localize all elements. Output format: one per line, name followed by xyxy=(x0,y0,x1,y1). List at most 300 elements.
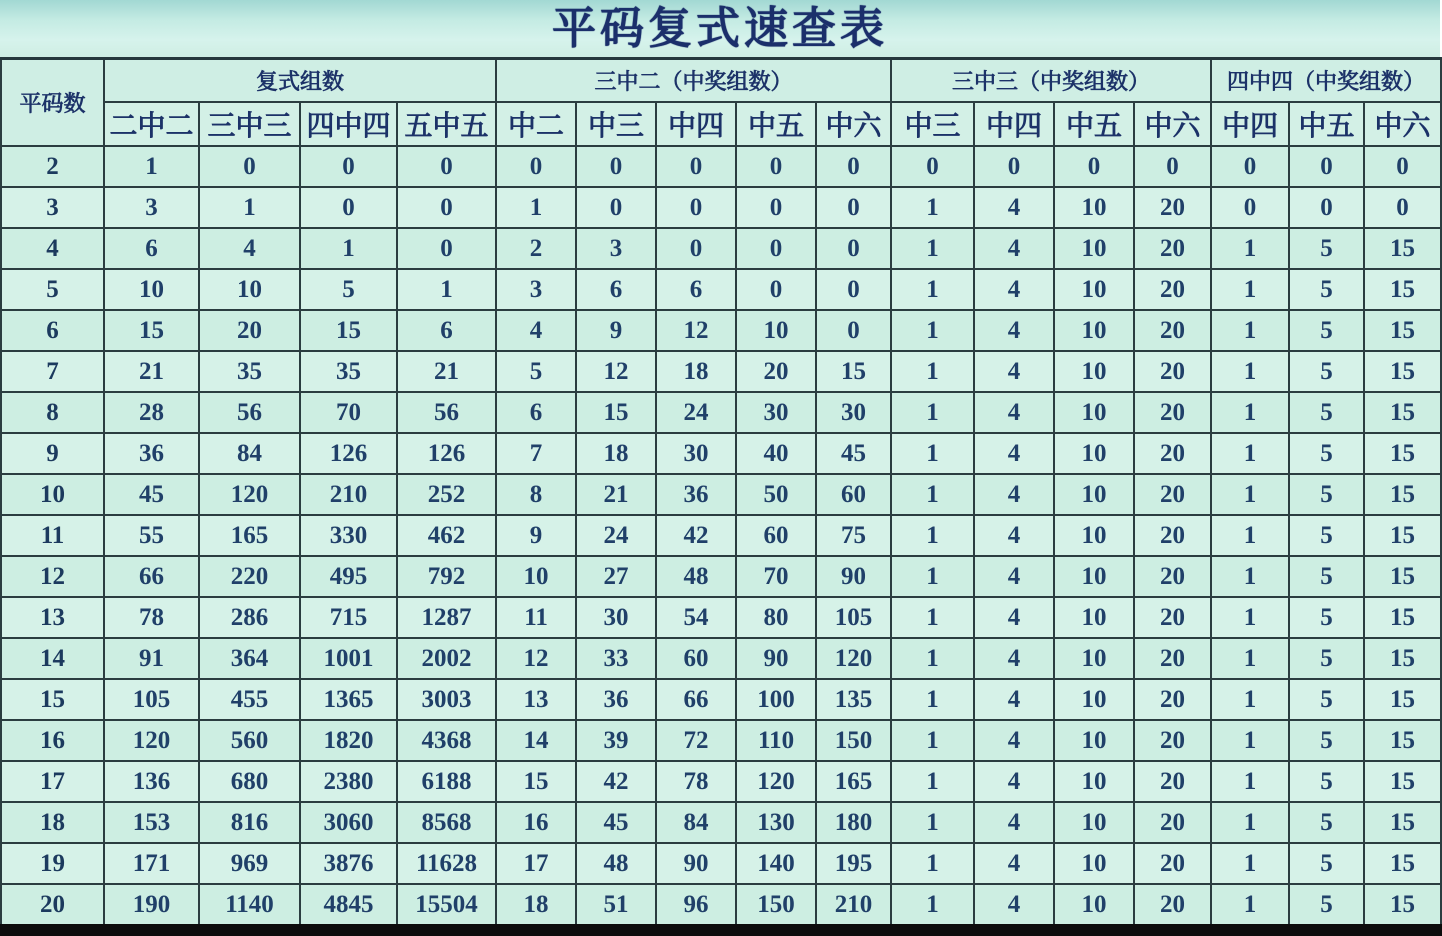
cell: 15 xyxy=(1364,761,1441,802)
cell: 12 xyxy=(576,351,656,392)
cell: 20 xyxy=(1134,884,1211,930)
cell: 40 xyxy=(736,433,816,474)
cell: 1 xyxy=(1211,720,1289,761)
cell: 1 xyxy=(891,556,974,597)
cell: 5 xyxy=(1289,433,1364,474)
cell: 5 xyxy=(1289,843,1364,884)
table-row xyxy=(1,269,1441,310)
cell: 45 xyxy=(576,802,656,843)
cell: 24 xyxy=(576,515,656,556)
cell: 150 xyxy=(736,884,816,930)
cell: 1287 xyxy=(397,597,496,638)
cell: 14 xyxy=(496,720,576,761)
table-row xyxy=(1,351,1441,392)
cell: 3 xyxy=(576,228,656,269)
cell: 0 xyxy=(656,146,736,187)
cell: 4 xyxy=(974,310,1054,351)
table-row xyxy=(1,146,1441,187)
cell: 8 xyxy=(496,474,576,515)
row-header-value: 8 xyxy=(1,392,104,433)
cell: 24 xyxy=(656,392,736,433)
cell: 20 xyxy=(1134,679,1211,720)
cell: 10 xyxy=(104,269,199,310)
cell: 33 xyxy=(576,638,656,679)
cell: 5 xyxy=(1289,474,1364,515)
cell: 0 xyxy=(816,187,891,228)
cell: 130 xyxy=(736,802,816,843)
cell: 3876 xyxy=(300,843,397,884)
cell: 21 xyxy=(104,351,199,392)
row-header-value: 3 xyxy=(1,187,104,228)
cell: 0 xyxy=(656,228,736,269)
cell: 20 xyxy=(1134,474,1211,515)
cell: 75 xyxy=(816,515,891,556)
cell: 20 xyxy=(1134,638,1211,679)
cell: 4 xyxy=(974,761,1054,802)
cell: 0 xyxy=(816,269,891,310)
cell: 4 xyxy=(974,187,1054,228)
cell: 56 xyxy=(199,392,300,433)
cell: 1 xyxy=(891,884,974,930)
cell: 165 xyxy=(816,761,891,802)
cell: 9 xyxy=(576,310,656,351)
cell: 5 xyxy=(1289,392,1364,433)
column-header: 中五 xyxy=(736,102,816,146)
title-band xyxy=(0,0,1440,57)
cell: 330 xyxy=(300,515,397,556)
cell: 60 xyxy=(656,638,736,679)
cell: 15 xyxy=(496,761,576,802)
cell: 0 xyxy=(736,269,816,310)
cell: 0 xyxy=(1211,187,1289,228)
cell: 10 xyxy=(1054,187,1134,228)
cell: 210 xyxy=(816,884,891,930)
cell: 1 xyxy=(891,802,974,843)
table-row xyxy=(1,679,1441,720)
cell: 0 xyxy=(736,228,816,269)
table-body xyxy=(1,146,1441,930)
cell: 153 xyxy=(104,802,199,843)
cell: 78 xyxy=(104,597,199,638)
cell: 4 xyxy=(974,228,1054,269)
cell: 0 xyxy=(736,187,816,228)
cell: 5 xyxy=(1289,228,1364,269)
cell: 15 xyxy=(1364,351,1441,392)
cell: 10 xyxy=(1054,720,1134,761)
cell: 1 xyxy=(1211,597,1289,638)
cell: 2002 xyxy=(397,638,496,679)
row-header-value: 15 xyxy=(1,679,104,720)
cell: 13 xyxy=(496,679,576,720)
cell: 495 xyxy=(300,556,397,597)
cell: 105 xyxy=(104,679,199,720)
cell: 50 xyxy=(736,474,816,515)
cell: 39 xyxy=(576,720,656,761)
cell: 1 xyxy=(891,310,974,351)
cell: 1 xyxy=(496,187,576,228)
cell: 20 xyxy=(1134,802,1211,843)
row-header-value: 4 xyxy=(1,228,104,269)
cell: 10 xyxy=(1054,474,1134,515)
cell: 20 xyxy=(1134,392,1211,433)
cell: 15 xyxy=(1364,638,1441,679)
cell: 120 xyxy=(199,474,300,515)
cell: 15 xyxy=(104,310,199,351)
table-row xyxy=(1,720,1441,761)
table-row xyxy=(1,597,1441,638)
cell: 190 xyxy=(104,884,199,930)
cell: 1 xyxy=(891,515,974,556)
cell: 5 xyxy=(1289,310,1364,351)
cell: 15 xyxy=(1364,392,1441,433)
cell: 2 xyxy=(496,228,576,269)
column-header: 中三 xyxy=(891,102,974,146)
cell: 72 xyxy=(656,720,736,761)
cell: 5 xyxy=(1289,802,1364,843)
cell: 4 xyxy=(974,392,1054,433)
cell: 30 xyxy=(576,597,656,638)
column-header: 五中五 xyxy=(397,102,496,146)
cell: 80 xyxy=(736,597,816,638)
cell: 42 xyxy=(576,761,656,802)
cell: 66 xyxy=(104,556,199,597)
group-header-sizhongsi: 四中四（中奖组数） xyxy=(1211,59,1441,103)
cell: 36 xyxy=(104,433,199,474)
cell: 15 xyxy=(1364,474,1441,515)
cell: 0 xyxy=(1289,187,1364,228)
cell: 10 xyxy=(1054,638,1134,679)
cell: 30 xyxy=(816,392,891,433)
cell: 0 xyxy=(300,187,397,228)
cell: 5 xyxy=(1289,351,1364,392)
column-header: 二中二 xyxy=(104,102,199,146)
cell: 1 xyxy=(1211,638,1289,679)
column-header: 中六 xyxy=(1134,102,1211,146)
cell: 1 xyxy=(1211,228,1289,269)
cell: 6 xyxy=(656,269,736,310)
cell: 28 xyxy=(104,392,199,433)
cell: 4 xyxy=(974,638,1054,679)
cell: 42 xyxy=(656,515,736,556)
cell: 90 xyxy=(736,638,816,679)
cell: 5 xyxy=(1289,515,1364,556)
cell: 3 xyxy=(496,269,576,310)
cell: 105 xyxy=(816,597,891,638)
cell: 100 xyxy=(736,679,816,720)
cell: 20 xyxy=(1134,843,1211,884)
row-header-value: 11 xyxy=(1,515,104,556)
cell: 10 xyxy=(199,269,300,310)
cell: 4 xyxy=(974,884,1054,930)
column-header: 中三 xyxy=(576,102,656,146)
cell: 195 xyxy=(816,843,891,884)
group-header-fushizushu: 复式组数 xyxy=(104,59,496,103)
cell: 1 xyxy=(891,187,974,228)
column-header: 中四 xyxy=(974,102,1054,146)
row-header-value: 18 xyxy=(1,802,104,843)
table-row xyxy=(1,474,1441,515)
cell: 15 xyxy=(1364,597,1441,638)
page-title: 平码复式速查表 xyxy=(552,3,888,53)
cell: 84 xyxy=(199,433,300,474)
cell: 5 xyxy=(1289,679,1364,720)
cell: 10 xyxy=(1054,679,1134,720)
cell: 30 xyxy=(656,433,736,474)
cell: 4 xyxy=(974,843,1054,884)
cell: 6 xyxy=(496,392,576,433)
cell: 4 xyxy=(974,802,1054,843)
cell: 15 xyxy=(300,310,397,351)
group-header-row xyxy=(1,59,1441,103)
row-header-title: 平码数 xyxy=(1,59,104,147)
column-header: 中五 xyxy=(1054,102,1134,146)
column-header: 三中三 xyxy=(199,102,300,146)
cell: 20 xyxy=(1134,187,1211,228)
cell: 10 xyxy=(1054,597,1134,638)
column-header: 中四 xyxy=(1211,102,1289,146)
cell: 0 xyxy=(1134,146,1211,187)
cell: 11628 xyxy=(397,843,496,884)
cell: 36 xyxy=(576,679,656,720)
cell: 286 xyxy=(199,597,300,638)
cell: 4 xyxy=(974,679,1054,720)
cell: 126 xyxy=(397,433,496,474)
cell: 1 xyxy=(1211,679,1289,720)
cell: 816 xyxy=(199,802,300,843)
cell: 0 xyxy=(656,187,736,228)
cell: 126 xyxy=(300,433,397,474)
column-header: 中二 xyxy=(496,102,576,146)
sub-header-row xyxy=(1,102,1441,146)
cell: 5 xyxy=(1289,638,1364,679)
cell: 45 xyxy=(816,433,891,474)
cell: 15 xyxy=(816,351,891,392)
cell: 792 xyxy=(397,556,496,597)
group-header-sanzhonger: 三中二（中奖组数） xyxy=(496,59,891,103)
cell: 10 xyxy=(1054,843,1134,884)
cell: 10 xyxy=(1054,802,1134,843)
cell: 1 xyxy=(1211,802,1289,843)
cell: 1 xyxy=(1211,761,1289,802)
cell: 462 xyxy=(397,515,496,556)
cell: 15 xyxy=(1364,884,1441,930)
cell: 180 xyxy=(816,802,891,843)
cell: 4 xyxy=(974,433,1054,474)
cell: 51 xyxy=(576,884,656,930)
cell: 20 xyxy=(199,310,300,351)
cell: 5 xyxy=(300,269,397,310)
table-header xyxy=(1,59,1441,147)
cell: 715 xyxy=(300,597,397,638)
cell: 220 xyxy=(199,556,300,597)
row-header-value: 9 xyxy=(1,433,104,474)
cell: 0 xyxy=(397,187,496,228)
row-header-value: 6 xyxy=(1,310,104,351)
cell: 90 xyxy=(816,556,891,597)
cell: 120 xyxy=(736,761,816,802)
cell: 0 xyxy=(576,187,656,228)
cell: 0 xyxy=(576,146,656,187)
cell: 7 xyxy=(496,433,576,474)
cell: 0 xyxy=(300,146,397,187)
cell: 1 xyxy=(1211,515,1289,556)
row-header-value: 7 xyxy=(1,351,104,392)
table-row xyxy=(1,761,1441,802)
cell: 18 xyxy=(576,433,656,474)
cell: 364 xyxy=(199,638,300,679)
cell: 10 xyxy=(1054,228,1134,269)
cell: 140 xyxy=(736,843,816,884)
cell: 17 xyxy=(496,843,576,884)
lookup-table xyxy=(0,57,1442,936)
cell: 18 xyxy=(656,351,736,392)
cell: 5 xyxy=(1289,720,1364,761)
cell: 15 xyxy=(576,392,656,433)
table-row xyxy=(1,802,1441,843)
cell: 10 xyxy=(1054,392,1134,433)
cell: 110 xyxy=(736,720,816,761)
cell: 70 xyxy=(736,556,816,597)
cell: 1 xyxy=(1211,474,1289,515)
cell: 15 xyxy=(1364,310,1441,351)
cell: 560 xyxy=(199,720,300,761)
cell: 135 xyxy=(816,679,891,720)
cell: 1 xyxy=(1211,843,1289,884)
cell: 48 xyxy=(656,556,736,597)
cell: 1 xyxy=(891,392,974,433)
cell: 10 xyxy=(1054,884,1134,930)
cell: 15 xyxy=(1364,433,1441,474)
cell: 10 xyxy=(1054,351,1134,392)
cell: 20 xyxy=(1134,269,1211,310)
cell: 1 xyxy=(891,433,974,474)
row-header-value: 2 xyxy=(1,146,104,187)
cell: 10 xyxy=(1054,556,1134,597)
cell: 1 xyxy=(1211,556,1289,597)
cell: 78 xyxy=(656,761,736,802)
cell: 4 xyxy=(974,269,1054,310)
cell: 16 xyxy=(496,802,576,843)
cell: 1140 xyxy=(199,884,300,930)
row-header-value: 10 xyxy=(1,474,104,515)
cell: 10 xyxy=(1054,310,1134,351)
cell: 10 xyxy=(1054,515,1134,556)
cell: 252 xyxy=(397,474,496,515)
cell: 5 xyxy=(496,351,576,392)
cell: 120 xyxy=(816,638,891,679)
table-row xyxy=(1,433,1441,474)
cell: 90 xyxy=(656,843,736,884)
cell: 0 xyxy=(1364,187,1441,228)
cell: 0 xyxy=(1211,146,1289,187)
cell: 0 xyxy=(397,228,496,269)
cell: 0 xyxy=(736,146,816,187)
cell: 96 xyxy=(656,884,736,930)
cell: 0 xyxy=(1289,146,1364,187)
cell: 5 xyxy=(1289,761,1364,802)
cell: 2380 xyxy=(300,761,397,802)
cell: 20 xyxy=(1134,351,1211,392)
cell: 20 xyxy=(1134,720,1211,761)
cell: 1 xyxy=(891,597,974,638)
cell: 10 xyxy=(1054,269,1134,310)
cell: 4 xyxy=(974,556,1054,597)
cell: 1 xyxy=(891,761,974,802)
cell: 1 xyxy=(891,720,974,761)
cell: 680 xyxy=(199,761,300,802)
cell: 20 xyxy=(1134,433,1211,474)
column-header: 中六 xyxy=(816,102,891,146)
cell: 4368 xyxy=(397,720,496,761)
cell: 1 xyxy=(1211,269,1289,310)
cell: 1 xyxy=(891,269,974,310)
cell: 3060 xyxy=(300,802,397,843)
cell: 20 xyxy=(1134,597,1211,638)
cell: 0 xyxy=(974,146,1054,187)
table-row xyxy=(1,556,1441,597)
cell: 15 xyxy=(1364,515,1441,556)
cell: 0 xyxy=(496,146,576,187)
cell: 1 xyxy=(1211,310,1289,351)
cell: 55 xyxy=(104,515,199,556)
row-header-value: 13 xyxy=(1,597,104,638)
cell: 66 xyxy=(656,679,736,720)
column-header: 四中四 xyxy=(300,102,397,146)
cell: 0 xyxy=(1054,146,1134,187)
cell: 35 xyxy=(300,351,397,392)
cell: 4 xyxy=(974,597,1054,638)
cell: 11 xyxy=(496,597,576,638)
cell: 12 xyxy=(496,638,576,679)
cell: 45 xyxy=(104,474,199,515)
cell: 1 xyxy=(1211,392,1289,433)
cell: 136 xyxy=(104,761,199,802)
column-header: 中六 xyxy=(1364,102,1441,146)
cell: 20 xyxy=(1134,515,1211,556)
cell: 1820 xyxy=(300,720,397,761)
cell: 27 xyxy=(576,556,656,597)
cell: 1 xyxy=(891,679,974,720)
cell: 10 xyxy=(1054,761,1134,802)
group-header-sanzhongsan: 三中三（中奖组数） xyxy=(891,59,1211,103)
cell: 210 xyxy=(300,474,397,515)
row-header-value: 16 xyxy=(1,720,104,761)
table-row xyxy=(1,310,1441,351)
table-row xyxy=(1,187,1441,228)
cell: 150 xyxy=(816,720,891,761)
cell: 0 xyxy=(397,146,496,187)
cell: 0 xyxy=(816,228,891,269)
cell: 20 xyxy=(1134,761,1211,802)
cell: 84 xyxy=(656,802,736,843)
cell: 0 xyxy=(199,146,300,187)
cell: 60 xyxy=(736,515,816,556)
cell: 1 xyxy=(891,228,974,269)
cell: 6 xyxy=(104,228,199,269)
cell: 10 xyxy=(496,556,576,597)
table-row xyxy=(1,843,1441,884)
cell: 4 xyxy=(974,515,1054,556)
cell: 21 xyxy=(397,351,496,392)
cell: 5 xyxy=(1289,269,1364,310)
cell: 165 xyxy=(199,515,300,556)
table-row xyxy=(1,515,1441,556)
cell: 56 xyxy=(397,392,496,433)
cell: 6 xyxy=(397,310,496,351)
row-header-value: 19 xyxy=(1,843,104,884)
cell: 20 xyxy=(1134,228,1211,269)
cell: 1 xyxy=(891,474,974,515)
